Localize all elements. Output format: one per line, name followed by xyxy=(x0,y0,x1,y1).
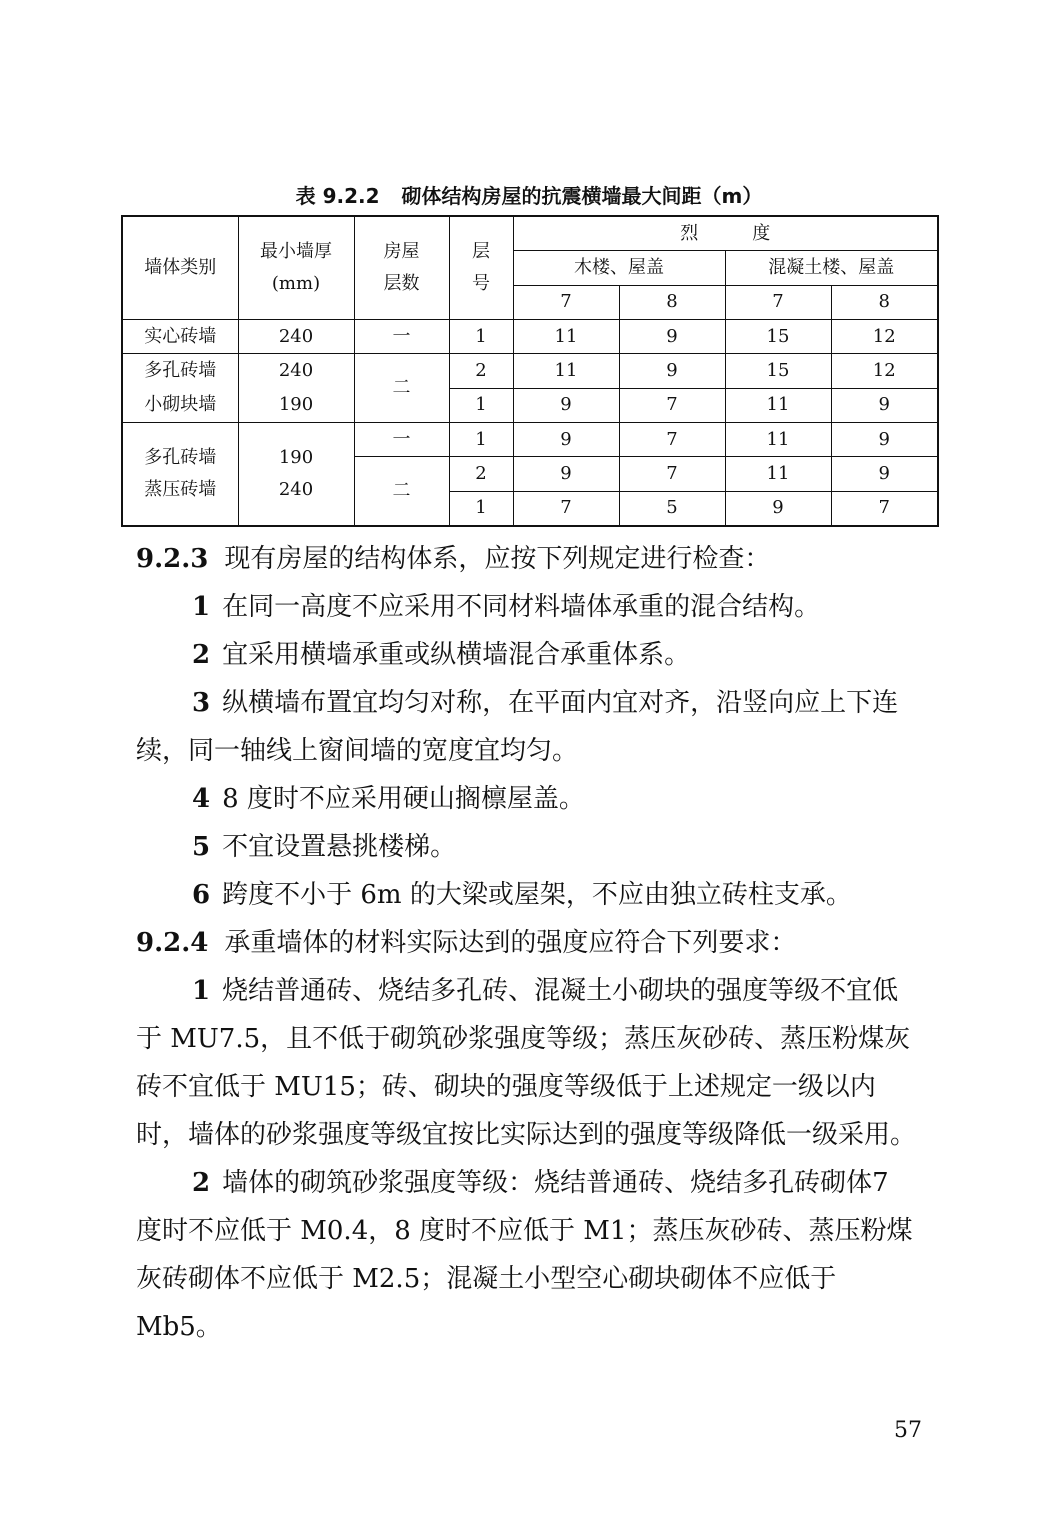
list-item xyxy=(136,631,920,679)
wall-type-line: 多孔砖墙 xyxy=(144,446,217,468)
value-cell: 11 xyxy=(725,457,831,491)
value-cell: 9 xyxy=(513,388,619,422)
floors-cell: 一 xyxy=(354,320,449,354)
item-text: 8 度时不应采用硬山搁檩屋盖。 xyxy=(222,784,585,814)
header-intensity-8-concrete: 8 xyxy=(831,285,938,319)
list-item xyxy=(136,775,920,823)
value-cell: 11 xyxy=(513,354,619,388)
value-cell: 7 xyxy=(619,457,725,491)
value-cell: 9 xyxy=(619,354,725,388)
item-text: 跨度不小于 6m 的大梁或屋架，不应由独立砖柱支承。 xyxy=(222,880,852,910)
wall-type-cell: 小砌块墙 xyxy=(122,388,238,422)
page-number: 57 xyxy=(894,1418,922,1443)
table-row xyxy=(122,354,938,388)
value-cell: 9 xyxy=(513,457,619,491)
header-floors-line1: 房屋 xyxy=(383,241,420,262)
header-min-thickness-line2: (mm) xyxy=(271,273,321,294)
section-heading xyxy=(136,535,920,583)
item-text: 纵横墙布置宜均匀对称，在平面内宜对齐，沿竖向应上下连续，同一轴线上窗间墙的宽度宜均匀。 xyxy=(136,688,899,766)
thickness-cell xyxy=(238,422,354,526)
table-caption xyxy=(0,181,1058,211)
list-item xyxy=(136,1159,920,1351)
thickness-line: 240 xyxy=(278,478,314,500)
storey-cell: 1 xyxy=(449,422,513,456)
value-cell: 11 xyxy=(725,388,831,422)
value-cell: 15 xyxy=(725,354,831,388)
floors-cell: 二 xyxy=(354,457,449,526)
seismic-wall-spacing-table xyxy=(121,215,939,527)
storey-cell: 1 xyxy=(449,491,513,526)
item-number: 5 xyxy=(192,832,211,862)
list-item xyxy=(136,679,920,775)
value-cell: 9 xyxy=(831,422,938,456)
value-cell: 7 xyxy=(619,422,725,456)
header-intensity-7-wood: 7 xyxy=(513,285,619,319)
storey-cell: 2 xyxy=(449,457,513,491)
list-item xyxy=(136,583,920,631)
value-cell: 9 xyxy=(513,422,619,456)
section-heading xyxy=(136,919,920,967)
table-number: 表 9.2.2 xyxy=(295,184,380,208)
storey-cell: 2 xyxy=(449,354,513,388)
value-cell: 7 xyxy=(513,491,619,526)
header-storey-line2: 号 xyxy=(472,273,490,294)
table-row xyxy=(122,320,938,354)
section-number: 9.2.4 xyxy=(136,928,209,958)
wall-type-line: 蒸压砖墙 xyxy=(144,478,217,500)
header-storey xyxy=(449,216,513,320)
value-cell: 9 xyxy=(619,320,725,354)
item-number: 4 xyxy=(192,784,211,814)
item-text: 不宜设置悬挑楼梯。 xyxy=(222,832,457,862)
value-cell: 9 xyxy=(831,457,938,491)
section-number: 9.2.3 xyxy=(136,544,209,574)
table-title: 砌体结构房屋的抗震横墙最大间距（m） xyxy=(401,184,763,208)
item-number: 1 xyxy=(192,976,211,1006)
value-cell: 9 xyxy=(831,388,938,422)
floors-cell: 一 xyxy=(354,422,449,456)
section-text: 现有房屋的结构体系，应按下列规定进行检查： xyxy=(224,544,771,574)
wall-type-cell: 实心砖墙 xyxy=(122,320,238,354)
value-cell: 12 xyxy=(831,354,938,388)
table-row xyxy=(122,388,938,422)
wall-type-cell xyxy=(122,422,238,526)
item-number: 6 xyxy=(192,880,211,910)
list-item xyxy=(136,823,920,871)
header-floors-line2: 层数 xyxy=(383,273,420,294)
list-item xyxy=(136,967,920,1159)
document-body xyxy=(136,535,920,1351)
header-min-thickness xyxy=(238,216,354,320)
item-text: 墙体的砌筑砂浆强度等级：烧结普通砖、烧结多孔砖砌体7 度时不应低于 M0.4，8 度时不应低于 M1；蒸压灰砂砖、蒸压粉煤灰砖砌体不应低于 M2.5；混凝土小型空心砌块砌体不应低于 Mb5。 xyxy=(136,1168,913,1342)
wall-type-cell: 多孔砖墙 xyxy=(122,354,238,388)
item-text: 烧结普通砖、烧结多孔砖、混凝土小砌块的强度等级不宜低于 MU7.5，且不低于砌筑砂浆强度等级；蒸压灰砂砖、蒸压粉煤灰砖不宜低于 MU15；砖、砌块的强度等级低于上述规定一级以内时，墙体的砂浆强度等级宜按比实际达到的强度等级降低一级采用。 xyxy=(136,976,917,1150)
item-text: 在同一高度不应采用不同材料墙体承重的混合结构。 xyxy=(222,592,821,622)
header-row-1 xyxy=(122,216,938,251)
value-cell: 11 xyxy=(725,422,831,456)
value-cell: 7 xyxy=(619,388,725,422)
header-storey-line1: 层 xyxy=(472,241,490,262)
value-cell: 15 xyxy=(725,320,831,354)
header-wall-type: 墙体类别 xyxy=(122,216,238,320)
item-number: 2 xyxy=(192,1168,211,1198)
header-min-thickness-line1: 最小墙厚 xyxy=(260,241,332,262)
item-text: 宜采用横墙承重或纵横墙混合承重体系。 xyxy=(222,640,691,670)
value-cell: 7 xyxy=(831,491,938,526)
item-number: 3 xyxy=(192,688,211,718)
header-floors xyxy=(354,216,449,320)
floors-cell: 二 xyxy=(354,354,449,423)
value-cell: 9 xyxy=(725,491,831,526)
section-text: 承重墙体的材料实际达到的强度应符合下列要求： xyxy=(224,928,797,958)
thickness-line: 190 xyxy=(278,446,314,468)
storey-cell: 1 xyxy=(449,320,513,354)
header-wood-roof: 木楼、屋盖 xyxy=(513,251,725,285)
value-cell: 11 xyxy=(513,320,619,354)
header-intensity: 烈 度 xyxy=(513,216,938,251)
header-concrete-roof: 混凝土楼、屋盖 xyxy=(725,251,938,285)
thickness-cell: 190 xyxy=(238,388,354,422)
value-cell: 5 xyxy=(619,491,725,526)
item-number: 1 xyxy=(192,592,211,622)
thickness-cell: 240 xyxy=(238,320,354,354)
item-number: 2 xyxy=(192,640,211,670)
list-item xyxy=(136,871,920,919)
table-row xyxy=(122,422,938,456)
value-cell: 12 xyxy=(831,320,938,354)
thickness-cell: 240 xyxy=(238,354,354,388)
storey-cell: 1 xyxy=(449,388,513,422)
header-intensity-8-wood: 8 xyxy=(619,285,725,319)
header-intensity-7-concrete: 7 xyxy=(725,285,831,319)
